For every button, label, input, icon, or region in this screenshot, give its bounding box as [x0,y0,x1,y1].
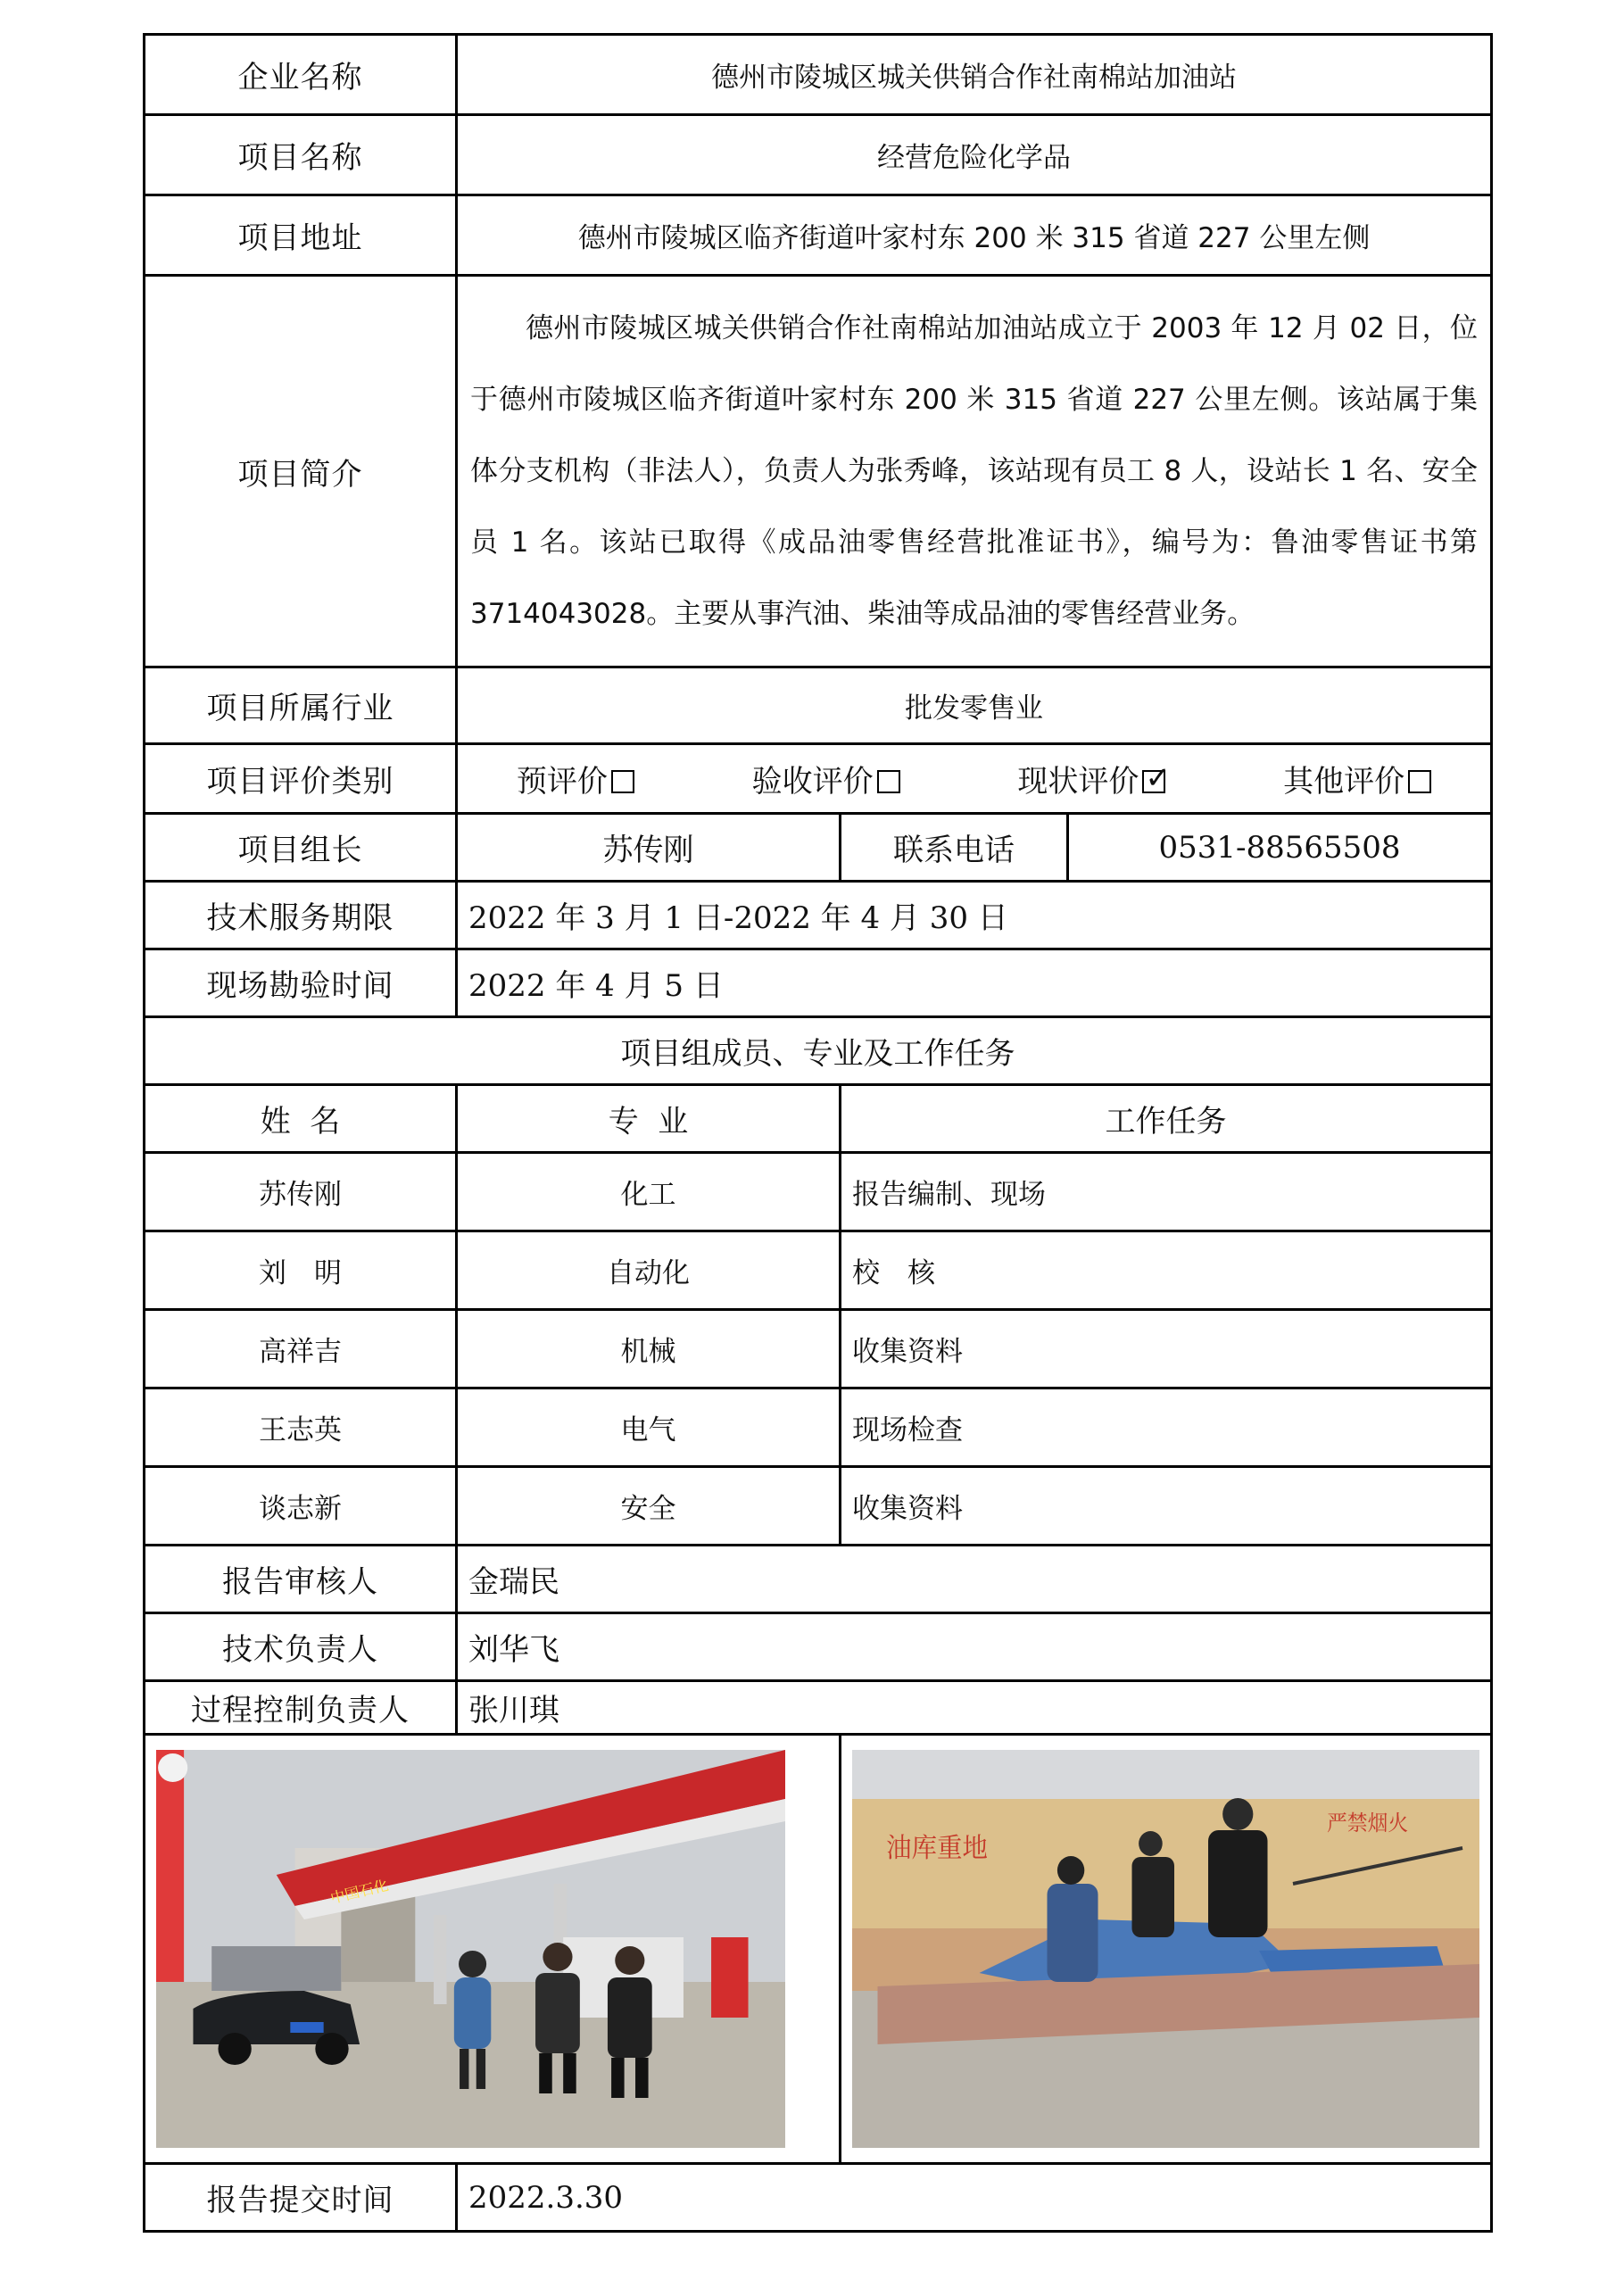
photo-tank-area-cell [841,1735,1492,2164]
member-task: 收集资料 [841,1467,1492,1546]
row-evaluation-type [145,744,1492,814]
member-task: 校 核 [841,1231,1492,1310]
row-service-period [145,882,1492,949]
team-title: 项目组成员、专业及工作任务 [145,1017,1492,1085]
person-2 [535,1973,580,2053]
row-photos [145,1735,1492,2164]
team-header-major: 专 业 [457,1085,841,1153]
evaluation-info-table [143,33,1493,2233]
row-reviewer [145,1546,1492,1613]
option-status-evaluation-label: 现状评价 [1017,764,1139,800]
member-major: 安全 [457,1467,841,1546]
process-lead-value: 张川琪 [457,1681,1492,1735]
gas-station-photo [156,1750,785,2148]
team-header-task: 工作任务 [841,1085,1492,1153]
member-task: 收集资料 [841,1310,1492,1388]
row-project-intro [145,276,1492,667]
option-acceptance-evaluation-label: 验收评价 [751,764,874,800]
person-a [1048,1884,1098,1982]
survey-time-value: 2022 年 4 月 5 日 [457,949,1492,1017]
person-1 [454,1977,491,2049]
reviewer-label: 报告审核人 [145,1546,457,1613]
canopy-text: 中国石化 [328,1877,391,1907]
member-name: 高祥吉 [145,1310,457,1388]
phone-value: 0531-88565508 [1068,814,1492,882]
oil-depot-sign: 油库重地 [886,1832,988,1864]
leader-label: 项目组长 [145,814,457,882]
row-survey-time [145,949,1492,1017]
leader-value: 苏传刚 [457,814,841,882]
no-fire-sign: 严禁烟火 [1327,1810,1409,1836]
option-other-evaluation[interactable] [1283,757,1431,800]
service-period-value: 2022 年 3 月 1 日-2022 年 4 月 30 日 [457,882,1492,949]
reviewer-value: 金瑞民 [457,1546,1492,1613]
row-team-title [145,1017,1492,1085]
option-pre-evaluation-label: 预评价 [516,764,608,800]
option-pre-evaluation[interactable] [517,757,634,800]
member-task: 报告编制、现场 [841,1153,1492,1231]
table-row [145,1153,1492,1231]
company-label: 企业名称 [145,35,457,115]
row-project-name [145,115,1492,195]
person-b [1132,1857,1175,1937]
row-tech-lead [145,1613,1492,1681]
industry-label: 项目所属行业 [145,667,457,744]
tank-area-photo [852,1750,1479,2148]
row-leader [145,814,1492,882]
team-header-name: 姓 名 [145,1085,457,1153]
checkbox-other-evaluation[interactable] [1408,770,1431,793]
member-major: 自动化 [457,1231,841,1310]
submit-time-value: 2022.3.30 [457,2164,1492,2232]
option-status-evaluation[interactable] [1017,757,1165,800]
member-major: 电气 [457,1388,841,1467]
project-address-value: 德州市陵城区临齐街道叶家村东 200 米 315 省道 227 公里左侧 [457,195,1492,276]
project-address-label: 项目地址 [145,195,457,276]
table-row [145,1388,1492,1467]
row-submit-time [145,2164,1492,2232]
company-value: 德州市陵城区城关供销合作社南棉站加油站 [457,35,1492,115]
member-major: 机械 [457,1310,841,1388]
project-name-value: 经营危险化学品 [457,115,1492,195]
table-row [145,1231,1492,1310]
survey-time-label: 现场勘验时间 [145,949,457,1017]
project-name-label: 项目名称 [145,115,457,195]
process-lead-label: 过程控制负责人 [145,1681,457,1735]
tech-lead-value: 刘华飞 [457,1613,1492,1681]
table-row [145,1467,1492,1546]
member-name: 刘 明 [145,1231,457,1310]
person-c [1208,1830,1268,1937]
checkbox-pre-evaluation[interactable] [611,770,634,793]
row-industry [145,667,1492,744]
checkbox-status-evaluation[interactable] [1142,770,1165,793]
tech-lead-label: 技术负责人 [145,1613,457,1681]
member-major: 化工 [457,1153,841,1231]
member-task: 现场检查 [841,1388,1492,1467]
person-3 [608,1977,652,2058]
option-other-evaluation-label: 其他评价 [1283,764,1405,800]
option-acceptance-evaluation[interactable] [752,757,900,800]
table-row [145,1310,1492,1388]
row-company [145,35,1492,115]
submit-time-label: 报告提交时间 [145,2164,457,2232]
phone-label: 联系电话 [841,814,1068,882]
member-name: 苏传刚 [145,1153,457,1231]
member-name: 谈志新 [145,1467,457,1546]
project-intro-text: 德州市陵城区城关供销合作社南棉站加油站成立于 2003 年 12 月 02 日，位于德州市陵城区临齐街道叶家村东 200 米 315 省道 227 公里左侧。该站属于集体分支机构（非法人），负责人为张秀峰，该站现有员工 8 人，设站长 1 名、安全员 1 名。该站已取得《成品油零售经营批准证书》，编号为：鲁油零售证书第 3714043028。主要从事汽油、柴油等成品油的零售经营业务。 [457,276,1492,667]
row-process-lead [145,1681,1492,1735]
photo-gas-station-cell [145,1735,841,2164]
evaluation-type-options [457,744,1492,814]
member-name: 王志英 [145,1388,457,1467]
project-intro-label: 项目简介 [145,276,457,667]
checkbox-acceptance-evaluation[interactable] [877,770,900,793]
service-period-label: 技术服务期限 [145,882,457,949]
industry-value: 批发零售业 [457,667,1492,744]
row-team-headers [145,1085,1492,1153]
evaluation-type-label: 项目评价类别 [145,744,457,814]
row-project-address [145,195,1492,276]
